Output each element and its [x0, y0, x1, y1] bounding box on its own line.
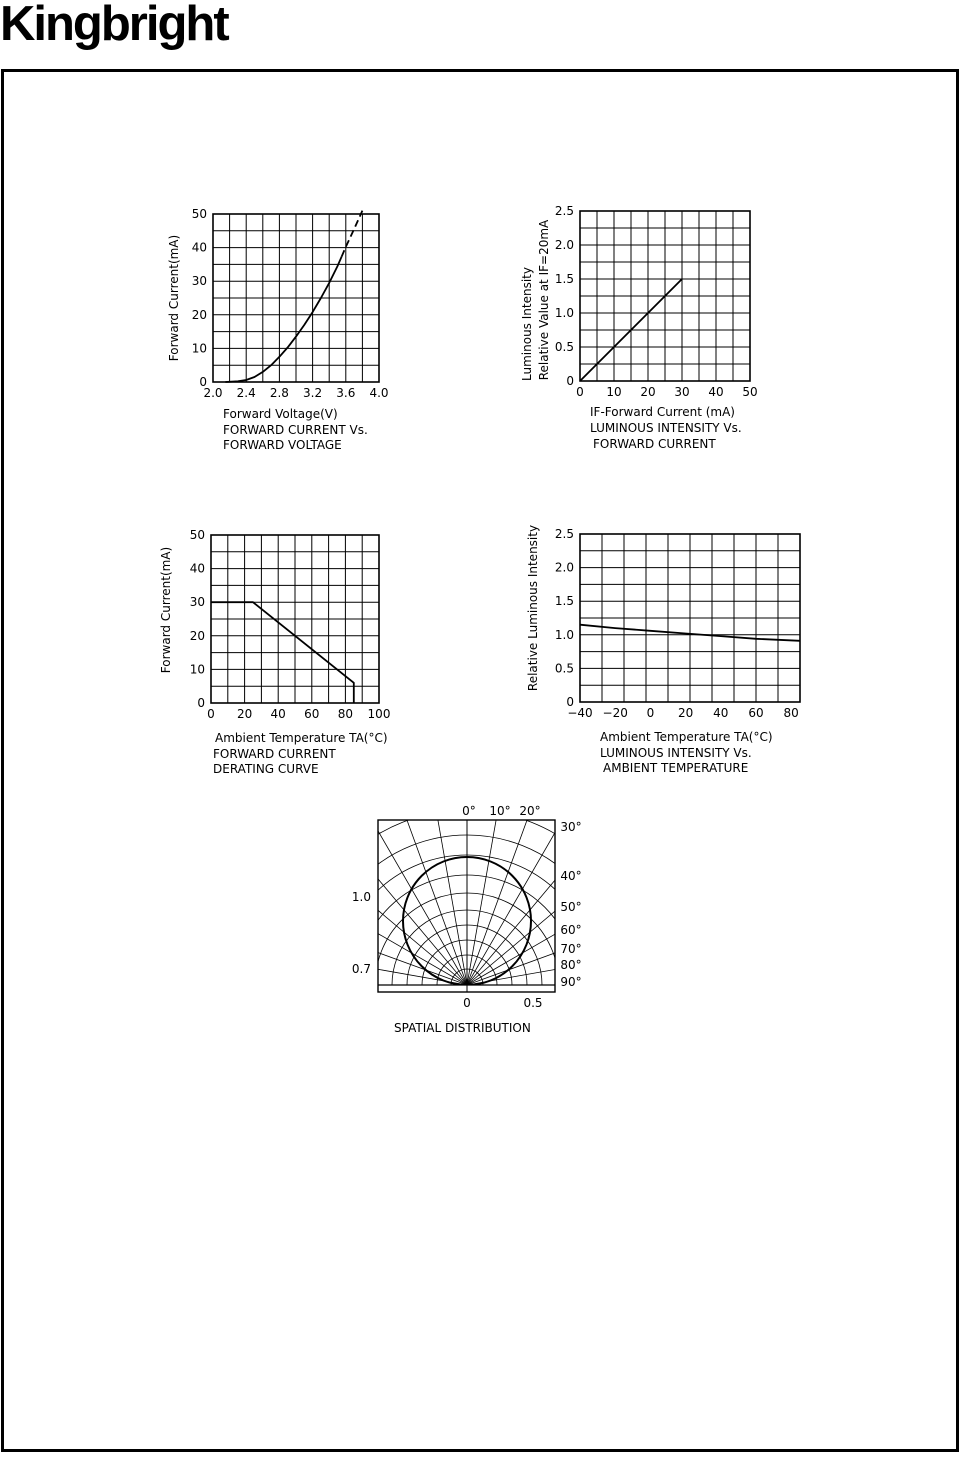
c2-y-tick-label: 0.5 [554, 340, 574, 354]
c2-y-axis-label-2: Relative Value at IF=20mA [537, 219, 551, 381]
c3-y-tick-label: 10 [189, 662, 205, 677]
spatial-angle-label: 20° [519, 804, 541, 818]
c3-x-tick-label: 0 [207, 707, 215, 721]
c2-y-tick-label: 1.5 [554, 272, 574, 286]
c4-y-tick-label: 2.5 [554, 527, 574, 541]
c4-y-axis-label: Relative Luminous Intensity [526, 524, 540, 692]
c4-y-tick-label: 1.0 [554, 627, 574, 642]
chart4-caption-line1: LUMINOUS INTENSITY Vs. [600, 746, 752, 760]
c4-x-tick-label: −40 [567, 706, 593, 720]
chart4-xlabel: Ambient Temperature TA(°C) [600, 730, 773, 744]
c3-x-tick-label: 40 [270, 707, 286, 721]
c2-x-tick-label: 10 [606, 385, 622, 399]
c3-x-tick-label: 100 [367, 707, 391, 721]
spatial-angle-label: 50° [560, 900, 582, 914]
spatial-bottom-label: 0.5 [523, 996, 543, 1010]
c3-y-tick-label: 40 [189, 561, 205, 576]
c1-x-tick-label: 2.8 [269, 386, 289, 400]
c3-y-axis-label: Forward Current(mA) [159, 546, 173, 674]
c1-y-tick-label: 20 [191, 307, 207, 322]
c3-x-tick-label: 20 [236, 707, 253, 721]
chart2-caption-line2: FORWARD CURRENT [593, 437, 716, 451]
spatial-angle-label: 30° [560, 820, 582, 834]
chart1-caption-line1: FORWARD CURRENT Vs. [223, 423, 368, 437]
spatial-grid-ray [300, 786, 467, 985]
spatial-radial-label: 0.7 [351, 962, 371, 976]
c1-y-tick-label: 30 [191, 274, 207, 289]
c1-y-tick-label: 10 [191, 341, 207, 356]
c1-x-tick-label: 4.0 [369, 386, 389, 400]
c3-y-tick-label: 50 [189, 528, 205, 542]
spatial-radial-label: 1.0 [351, 890, 371, 904]
spatial-caption: SPATIAL DISTRIBUTION [394, 1021, 531, 1035]
c2-y-axis-label-1: Luminous Intensity [520, 267, 534, 381]
c4-y-tick-label: 2.0 [554, 560, 574, 575]
chart4-caption-line2: AMBIENT TEMPERATURE [603, 761, 749, 775]
spatial-grid-ray [378, 741, 467, 985]
spatial-grid-ray [223, 896, 467, 985]
c1-series-extrapolated [342, 211, 363, 257]
c1-x-tick-label: 3.6 [336, 386, 356, 400]
c2-y-tick-label: 2.0 [554, 238, 574, 252]
c3-y-tick-label: 30 [189, 595, 205, 610]
c2-y-tick-label: 0 [566, 374, 574, 388]
kingbright-logo: Kingbright [0, 0, 228, 51]
c4-y-tick-label: 0 [566, 695, 574, 709]
c1-x-tick-label: 2.0 [203, 386, 223, 400]
spatial-angle-label: 40° [560, 869, 582, 883]
spatial-angle-label: 90° [560, 975, 582, 989]
c4-x-tick-label: 60 [748, 706, 764, 720]
c3-x-tick-label: 80 [337, 707, 354, 721]
c4-x-tick-label: 0 [646, 706, 655, 720]
spatial-angle-label: 80° [560, 958, 582, 972]
chart2-caption-line1: LUMINOUS INTENSITY Vs. [590, 421, 742, 435]
c4-x-tick-label: 40 [713, 706, 729, 720]
c2-x-tick-label: 40 [708, 385, 724, 399]
c3-x-tick-label: 60 [304, 707, 320, 721]
spatial-grid-ray [467, 896, 711, 985]
spatial-angle-label: 10° [489, 804, 511, 818]
chart1-xlabel: Forward Voltage(V) [223, 407, 338, 421]
c2-x-tick-label: 20 [640, 385, 656, 399]
c2-x-tick-label: 0 [576, 385, 584, 399]
chart3-xlabel: Ambient Temperature TA(°C) [215, 731, 388, 745]
spatial-grid-ray [467, 741, 556, 985]
c1-y-axis-label: Forward Current(mA) [167, 234, 181, 362]
c2-x-tick-label: 30 [674, 385, 690, 399]
c3-y-tick-label: 20 [189, 628, 205, 643]
c1-x-tick-label: 2.4 [236, 386, 256, 400]
spatial-angle-label: 70° [560, 942, 582, 956]
c1-x-tick-label: 3.2 [303, 386, 323, 400]
c1-series-measured [225, 257, 341, 382]
c2-x-tick-label: 50 [742, 385, 758, 399]
c1-y-tick-label: 0 [199, 375, 207, 389]
c4-y-tick-label: 1.5 [554, 594, 574, 609]
c2-y-tick-label: 1.0 [554, 306, 574, 320]
spatial-angle-label: 60° [560, 923, 582, 937]
c4-y-tick-label: 0.5 [554, 661, 574, 676]
c4-x-tick-label: 80 [783, 706, 799, 720]
chart3-caption-line2: DERATING CURVE [213, 762, 319, 776]
c3-y-tick-label: 0 [197, 696, 205, 710]
chart3-caption-line1: FORWARD CURRENT [213, 747, 336, 761]
chart1-caption-line2: FORWARD VOLTAGE [223, 438, 342, 452]
c2-y-tick-label: 2.5 [554, 204, 574, 218]
c4-x-tick-label: −20 [602, 706, 628, 720]
c1-y-tick-label: 40 [191, 240, 207, 255]
spatial-bottom-label: 0 [463, 996, 471, 1010]
spatial-angle-label: 0° [462, 804, 476, 818]
c4-x-tick-label: 20 [677, 706, 694, 720]
c1-y-tick-label: 50 [191, 207, 207, 221]
chart2-xlabel: IF-Forward Current (mA) [590, 405, 735, 419]
